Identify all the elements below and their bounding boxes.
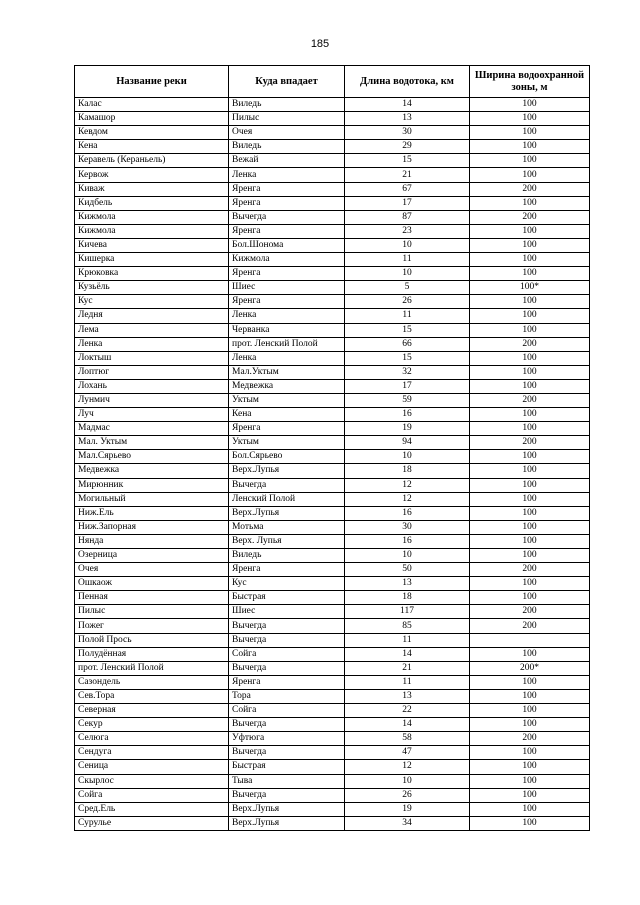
river-name-cell: Сурулье <box>75 816 229 830</box>
length-cell: 59 <box>345 393 470 407</box>
river-name-cell: Пожег <box>75 619 229 633</box>
table-row <box>75 704 590 718</box>
flows-into-cell: Яренга <box>229 182 345 196</box>
zone-width-cell: 100 <box>470 718 590 732</box>
length-cell: 30 <box>345 520 470 534</box>
river-name-cell: Кидбель <box>75 196 229 210</box>
flows-into-cell: Вычегда <box>229 633 345 647</box>
flows-into-cell: Уфтюга <box>229 732 345 746</box>
flows-into-cell: Медвежка <box>229 379 345 393</box>
table-row <box>75 140 590 154</box>
flows-into-cell: Бол.Шонома <box>229 238 345 252</box>
length-cell: 10 <box>345 450 470 464</box>
zone-width-cell: 100 <box>470 746 590 760</box>
zone-width-cell: 100 <box>470 464 590 478</box>
flows-into-cell: Черванка <box>229 323 345 337</box>
river-name-cell: Мал.Сярьево <box>75 450 229 464</box>
river-name-cell: Озерница <box>75 549 229 563</box>
flows-into-cell: Верх. Лупья <box>229 534 345 548</box>
flows-into-cell: Вычегда <box>229 746 345 760</box>
flows-into-cell: Яренга <box>229 295 345 309</box>
length-cell: 13 <box>345 577 470 591</box>
zone-width-cell: 100 <box>470 365 590 379</box>
flows-into-cell: Ленский Полой <box>229 492 345 506</box>
zone-width-cell: 100 <box>470 704 590 718</box>
river-name-cell: Мадмас <box>75 422 229 436</box>
table-row <box>75 802 590 816</box>
table-row <box>75 760 590 774</box>
flows-into-cell: Ленка <box>229 309 345 323</box>
flows-into-cell: Виледь <box>229 98 345 112</box>
table-row <box>75 746 590 760</box>
table-row <box>75 422 590 436</box>
table-row <box>75 591 590 605</box>
river-name-cell: Сазондель <box>75 675 229 689</box>
river-name-cell: Секур <box>75 718 229 732</box>
length-cell: 14 <box>345 98 470 112</box>
zone-width-cell: 100 <box>470 520 590 534</box>
river-name-cell: Ниж.Ель <box>75 506 229 520</box>
flows-into-cell: Вычегда <box>229 788 345 802</box>
length-cell: 18 <box>345 591 470 605</box>
flows-into-cell: Уктым <box>229 436 345 450</box>
table-row <box>75 563 590 577</box>
flows-into-cell: Яренга <box>229 422 345 436</box>
table-row <box>75 112 590 126</box>
zone-width-cell: 100 <box>470 802 590 816</box>
river-name-cell: Селюга <box>75 732 229 746</box>
length-cell: 10 <box>345 267 470 281</box>
table-row <box>75 450 590 464</box>
flows-into-cell: Яренга <box>229 675 345 689</box>
length-cell: 10 <box>345 774 470 788</box>
flows-into-cell: Сойга <box>229 704 345 718</box>
zone-width-cell: 200 <box>470 210 590 224</box>
table-row <box>75 408 590 422</box>
flows-into-cell: Шиес <box>229 605 345 619</box>
length-cell: 34 <box>345 816 470 830</box>
zone-width-cell: 200 <box>470 563 590 577</box>
table-row <box>75 492 590 506</box>
zone-width-cell: 100 <box>470 295 590 309</box>
length-cell: 10 <box>345 549 470 563</box>
flows-into-cell: Быстрая <box>229 760 345 774</box>
zone-width-cell: 100 <box>470 238 590 252</box>
length-cell: 47 <box>345 746 470 760</box>
table-row <box>75 788 590 802</box>
river-name-cell: Могильный <box>75 492 229 506</box>
flows-into-cell: Ленка <box>229 351 345 365</box>
river-name-cell: Пилыс <box>75 605 229 619</box>
length-cell: 15 <box>345 154 470 168</box>
length-cell: 17 <box>345 379 470 393</box>
zone-width-cell: 100 <box>470 154 590 168</box>
flows-into-cell: Верх.Лупья <box>229 506 345 520</box>
table-row <box>75 365 590 379</box>
length-cell: 85 <box>345 619 470 633</box>
zone-width-cell: 100 <box>470 98 590 112</box>
zone-width-cell: 100 <box>470 267 590 281</box>
flows-into-cell: Тора <box>229 689 345 703</box>
table-row <box>75 196 590 210</box>
zone-width-cell: 100 <box>470 168 590 182</box>
flows-into-cell: Яренга <box>229 563 345 577</box>
zone-width-cell: 100 <box>470 112 590 126</box>
length-cell: 18 <box>345 464 470 478</box>
table-row <box>75 154 590 168</box>
river-name-cell: Кижмола <box>75 224 229 238</box>
length-cell: 15 <box>345 323 470 337</box>
length-cell: 50 <box>345 563 470 577</box>
river-name-cell: Камашор <box>75 112 229 126</box>
header-river-name: Название реки <box>75 66 229 98</box>
zone-width-cell <box>470 633 590 647</box>
flows-into-cell: Верх.Лупья <box>229 464 345 478</box>
zone-width-cell: 100 <box>470 196 590 210</box>
river-name-cell: Медвежка <box>75 464 229 478</box>
river-name-cell: Керавель (Кераньель) <box>75 154 229 168</box>
zone-width-cell: 200* <box>470 661 590 675</box>
zone-width-cell: 200 <box>470 436 590 450</box>
flows-into-cell: Очея <box>229 126 345 140</box>
table-row <box>75 210 590 224</box>
table-row <box>75 549 590 563</box>
zone-width-cell: 100 <box>470 534 590 548</box>
flows-into-cell: Кижмола <box>229 253 345 267</box>
flows-into-cell: Уктым <box>229 393 345 407</box>
zone-width-cell: 200 <box>470 732 590 746</box>
length-cell: 16 <box>345 534 470 548</box>
river-name-cell: Мирюнник <box>75 478 229 492</box>
zone-width-cell: 100 <box>470 816 590 830</box>
zone-width-cell: 200 <box>470 393 590 407</box>
header-flows-into: Куда впадает <box>229 66 345 98</box>
zone-width-cell: 100 <box>470 689 590 703</box>
river-name-cell: Луч <box>75 408 229 422</box>
zone-width-cell: 100 <box>470 506 590 520</box>
river-name-cell: Лохань <box>75 379 229 393</box>
table-row <box>75 224 590 238</box>
zone-width-cell: 100 <box>470 478 590 492</box>
table-row <box>75 689 590 703</box>
table-row <box>75 309 590 323</box>
flows-into-cell: Яренга <box>229 267 345 281</box>
river-name-cell: Кена <box>75 140 229 154</box>
river-name-cell: Кичева <box>75 238 229 252</box>
river-name-cell: Ледня <box>75 309 229 323</box>
flows-into-cell: Вычегда <box>229 619 345 633</box>
zone-width-cell: 200 <box>470 182 590 196</box>
zone-width-cell: 100 <box>470 309 590 323</box>
zone-width-cell: 200 <box>470 619 590 633</box>
table-row <box>75 337 590 351</box>
river-name-cell: Крюковка <box>75 267 229 281</box>
header-zone-width: Ширина водоохранной зоны, м <box>470 66 590 98</box>
length-cell: 13 <box>345 112 470 126</box>
table-row <box>75 126 590 140</box>
length-cell: 11 <box>345 675 470 689</box>
length-cell: 12 <box>345 760 470 774</box>
zone-width-cell: 100 <box>470 253 590 267</box>
river-name-cell: Лема <box>75 323 229 337</box>
zone-width-cell: 100 <box>470 492 590 506</box>
river-name-cell: Сред.Ель <box>75 802 229 816</box>
length-cell: 67 <box>345 182 470 196</box>
flows-into-cell: Яренга <box>229 224 345 238</box>
table-row <box>75 534 590 548</box>
zone-width-cell: 100 <box>470 450 590 464</box>
table-row <box>75 520 590 534</box>
table-row <box>75 633 590 647</box>
flows-into-cell: Кус <box>229 577 345 591</box>
table-row <box>75 253 590 267</box>
length-cell: 16 <box>345 408 470 422</box>
river-name-cell: Сев.Тора <box>75 689 229 703</box>
length-cell: 15 <box>345 351 470 365</box>
table-row <box>75 436 590 450</box>
flows-into-cell: Вычегда <box>229 718 345 732</box>
river-name-cell: Ниж.Запорная <box>75 520 229 534</box>
length-cell: 32 <box>345 365 470 379</box>
zone-width-cell: 100 <box>470 591 590 605</box>
table-row <box>75 351 590 365</box>
table-row <box>75 464 590 478</box>
flows-into-cell: Тыва <box>229 774 345 788</box>
table-row <box>75 619 590 633</box>
table-row <box>75 506 590 520</box>
zone-width-cell: 100 <box>470 774 590 788</box>
flows-into-cell: Ленка <box>229 168 345 182</box>
river-name-cell: Полой Прось <box>75 633 229 647</box>
table-row <box>75 238 590 252</box>
zone-width-cell: 100 <box>470 577 590 591</box>
flows-into-cell: прот. Ленский Полой <box>229 337 345 351</box>
river-name-cell: Локтыш <box>75 351 229 365</box>
zone-width-cell: 100 <box>470 224 590 238</box>
zone-width-cell: 100 <box>470 675 590 689</box>
river-name-cell: Кузьёль <box>75 281 229 295</box>
length-cell: 26 <box>345 788 470 802</box>
length-cell: 11 <box>345 253 470 267</box>
header-length: Длина водотока, км <box>345 66 470 98</box>
zone-width-cell: 100 <box>470 140 590 154</box>
length-cell: 30 <box>345 126 470 140</box>
rivers-table <box>74 65 590 831</box>
length-cell: 19 <box>345 802 470 816</box>
table-header-row <box>75 66 590 98</box>
zone-width-cell: 100 <box>470 126 590 140</box>
table-row <box>75 267 590 281</box>
flows-into-cell: Верх.Лупья <box>229 802 345 816</box>
page-number: 185 <box>310 38 330 50</box>
flows-into-cell: Вычегда <box>229 478 345 492</box>
length-cell: 94 <box>345 436 470 450</box>
zone-width-cell: 100 <box>470 323 590 337</box>
flows-into-cell: Мотьма <box>229 520 345 534</box>
river-name-cell: Лунмич <box>75 393 229 407</box>
table-row <box>75 774 590 788</box>
river-name-cell: Ленка <box>75 337 229 351</box>
table-row <box>75 605 590 619</box>
length-cell: 29 <box>345 140 470 154</box>
table-row <box>75 295 590 309</box>
river-name-cell: Кижмола <box>75 210 229 224</box>
river-name-cell: Нянда <box>75 534 229 548</box>
zone-width-cell: 100 <box>470 760 590 774</box>
flows-into-cell: Вычегда <box>229 661 345 675</box>
flows-into-cell: Пилыс <box>229 112 345 126</box>
length-cell: 23 <box>345 224 470 238</box>
table-row <box>75 661 590 675</box>
length-cell: 17 <box>345 196 470 210</box>
table-row <box>75 478 590 492</box>
length-cell: 14 <box>345 718 470 732</box>
zone-width-cell: 100* <box>470 281 590 295</box>
flows-into-cell: Сойга <box>229 647 345 661</box>
river-name-cell: Очея <box>75 563 229 577</box>
flows-into-cell: Быстрая <box>229 591 345 605</box>
zone-width-cell: 100 <box>470 549 590 563</box>
length-cell: 26 <box>345 295 470 309</box>
river-name-cell: Сойга <box>75 788 229 802</box>
flows-into-cell: Мал.Уктым <box>229 365 345 379</box>
length-cell: 21 <box>345 168 470 182</box>
flows-into-cell: Виледь <box>229 140 345 154</box>
length-cell: 11 <box>345 309 470 323</box>
length-cell: 10 <box>345 238 470 252</box>
table-row <box>75 816 590 830</box>
river-name-cell: Киваж <box>75 182 229 196</box>
length-cell: 19 <box>345 422 470 436</box>
river-name-cell: Кервож <box>75 168 229 182</box>
length-cell: 14 <box>345 647 470 661</box>
flows-into-cell: Шиес <box>229 281 345 295</box>
flows-into-cell: Верх.Лупья <box>229 816 345 830</box>
zone-width-cell: 200 <box>470 337 590 351</box>
flows-into-cell: Кена <box>229 408 345 422</box>
length-cell: 12 <box>345 478 470 492</box>
river-name-cell: Сендуга <box>75 746 229 760</box>
zone-width-cell: 100 <box>470 351 590 365</box>
river-name-cell: прот. Ленский Полой <box>75 661 229 675</box>
river-name-cell: Скырлос <box>75 774 229 788</box>
length-cell: 13 <box>345 689 470 703</box>
table-row <box>75 323 590 337</box>
table-row <box>75 98 590 112</box>
length-cell: 11 <box>345 633 470 647</box>
river-name-cell: Калас <box>75 98 229 112</box>
table-row <box>75 379 590 393</box>
flows-into-cell: Вежай <box>229 154 345 168</box>
table-row <box>75 182 590 196</box>
length-cell: 87 <box>345 210 470 224</box>
zone-width-cell: 100 <box>470 379 590 393</box>
river-name-cell: Пенная <box>75 591 229 605</box>
flows-into-cell: Яренга <box>229 196 345 210</box>
length-cell: 66 <box>345 337 470 351</box>
zone-width-cell: 100 <box>470 408 590 422</box>
table-row <box>75 718 590 732</box>
flows-into-cell: Бол.Сярьево <box>229 450 345 464</box>
river-name-cell: Сеница <box>75 760 229 774</box>
length-cell: 58 <box>345 732 470 746</box>
length-cell: 21 <box>345 661 470 675</box>
river-name-cell: Лоптюг <box>75 365 229 379</box>
table-row <box>75 281 590 295</box>
table-row <box>75 732 590 746</box>
river-name-cell: Кишерка <box>75 253 229 267</box>
table-row <box>75 577 590 591</box>
table-row <box>75 647 590 661</box>
zone-width-cell: 100 <box>470 788 590 802</box>
zone-width-cell: 100 <box>470 422 590 436</box>
table-row <box>75 393 590 407</box>
river-name-cell: Кевдом <box>75 126 229 140</box>
length-cell: 117 <box>345 605 470 619</box>
river-name-cell: Ошкаож <box>75 577 229 591</box>
river-name-cell: Мал. Уктым <box>75 436 229 450</box>
river-name-cell: Полудённая <box>75 647 229 661</box>
flows-into-cell: Виледь <box>229 549 345 563</box>
zone-width-cell: 100 <box>470 647 590 661</box>
length-cell: 12 <box>345 492 470 506</box>
flows-into-cell: Вычегда <box>229 210 345 224</box>
length-cell: 16 <box>345 506 470 520</box>
zone-width-cell: 200 <box>470 605 590 619</box>
table-row <box>75 675 590 689</box>
length-cell: 22 <box>345 704 470 718</box>
table-row <box>75 168 590 182</box>
table-body <box>75 98 590 831</box>
river-name-cell: Северная <box>75 704 229 718</box>
length-cell: 5 <box>345 281 470 295</box>
river-name-cell: Кус <box>75 295 229 309</box>
